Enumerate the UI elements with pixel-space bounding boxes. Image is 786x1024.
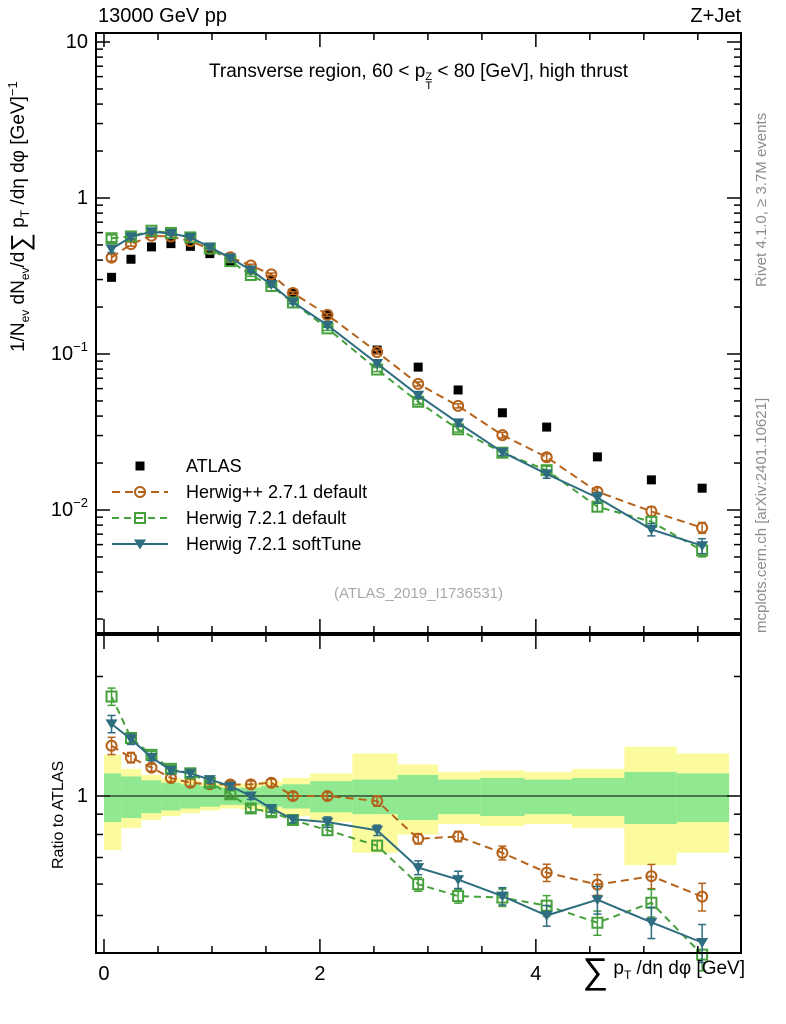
inner-uncertainty-band — [438, 780, 480, 815]
marker-atlas — [498, 408, 507, 417]
inner-uncertainty-band — [161, 783, 180, 811]
x-tick-label: 0 — [98, 963, 110, 985]
series-herwig-7-2-1-softtune-ratio — [106, 715, 709, 962]
sum-symbol: ∑ — [582, 950, 609, 991]
inner-uncertainty-band — [525, 780, 573, 815]
marker-atlas — [698, 484, 707, 493]
sum-symbol: ∑ — [5, 233, 35, 252]
mcplots-source-note: mcplots.cern.ch [arXiv:2401.10621] — [753, 397, 770, 633]
y-axis-label-ratio: Ratio to ATLAS — [50, 760, 67, 869]
ratio-uncertainty-bands — [104, 747, 729, 865]
inner-uncertainty-band — [104, 773, 121, 822]
subscript: ev — [18, 309, 32, 323]
legend-item-herwig-2-7-1-default — [112, 479, 367, 505]
pt-z-stack: Z T — [425, 71, 433, 92]
legend-item-herwig-7-2-1-softtune — [112, 531, 367, 557]
inner-uncertainty-band — [480, 778, 524, 816]
legend-marker-herwig-2-7-1-default — [112, 483, 168, 501]
x-tick-label: 4 — [530, 963, 542, 985]
legend-label: Herwig++ 2.7.1 default — [186, 481, 368, 502]
marker-atlas — [147, 242, 156, 251]
inner-uncertainty-band — [677, 773, 729, 822]
inner-uncertainty-band — [121, 776, 141, 818]
x-tick-label: 2 — [314, 963, 326, 985]
subscript: ev — [18, 267, 32, 281]
legend-marker-herwig-7-2-1-default — [112, 509, 168, 527]
legend — [112, 453, 367, 557]
marker-atlas — [126, 255, 135, 264]
legend-label: ATLAS — [186, 455, 242, 476]
legend-marker-glyph — [136, 462, 145, 471]
inner-uncertainty-band — [572, 778, 624, 816]
marker-herwig-7-2-1-softtune — [541, 911, 553, 921]
y-main-tick-label: $10^{-1}$ — [50, 338, 88, 365]
superscript: −1 — [5, 81, 20, 97]
inner-uncertainty-band — [310, 781, 352, 812]
x-axis-label: ∑ $p_T$ /dη dφ [GeV] — [582, 950, 745, 991]
subscript: T — [623, 968, 632, 982]
marker-atlas — [647, 475, 656, 484]
analysis-watermark: (ATLAS_2019_I1736531) — [333, 585, 503, 602]
inner-uncertainty-band — [398, 775, 438, 820]
plot-title: Transverse region, 60 < p Z T < 80 [GeV], high thrust — [209, 61, 628, 92]
legend-marker-herwig-7-2-1-softtune — [112, 535, 168, 553]
y-ratio-tick-label: 1 — [76, 785, 88, 807]
legend-label: Herwig 7.2.1 default — [186, 507, 347, 528]
marker-herwig-7-2-1-softtune — [106, 245, 118, 255]
subscript: T — [18, 209, 32, 218]
legend-label: Herwig 7.2.1 softTune — [186, 533, 362, 554]
marker-atlas — [593, 452, 602, 461]
inner-uncertainty-band — [624, 772, 676, 824]
process-label: Z+Jet — [690, 5, 741, 27]
inner-uncertainty-band — [141, 780, 161, 813]
rivet-version-note: Rivet 4.1.0, ≥ 3.7M events — [753, 112, 770, 287]
marker-atlas — [542, 423, 551, 432]
y-main-tick-label: $10^{-2}$ — [50, 494, 88, 521]
beam-energy-label: 13000 GeV pp — [98, 5, 227, 27]
marker-atlas — [414, 363, 423, 372]
legend-marker-atlas — [112, 457, 168, 475]
y-main-tick-label: 1 — [76, 187, 88, 209]
y-main-tick-label: 10 — [65, 31, 88, 53]
y-axis-label-main: $1/N_{ev}$ $dN_{ev}/d\sum$ $p_T$ /dη dφ [GeV]$^{-1}$ — [5, 81, 35, 352]
legend-item-atlas — [112, 453, 367, 479]
marker-atlas — [107, 273, 116, 282]
marker-atlas — [454, 385, 463, 394]
marker-herwig-7-2-1-softtune — [645, 918, 657, 928]
legend-item-herwig-7-2-1-default — [112, 505, 367, 531]
